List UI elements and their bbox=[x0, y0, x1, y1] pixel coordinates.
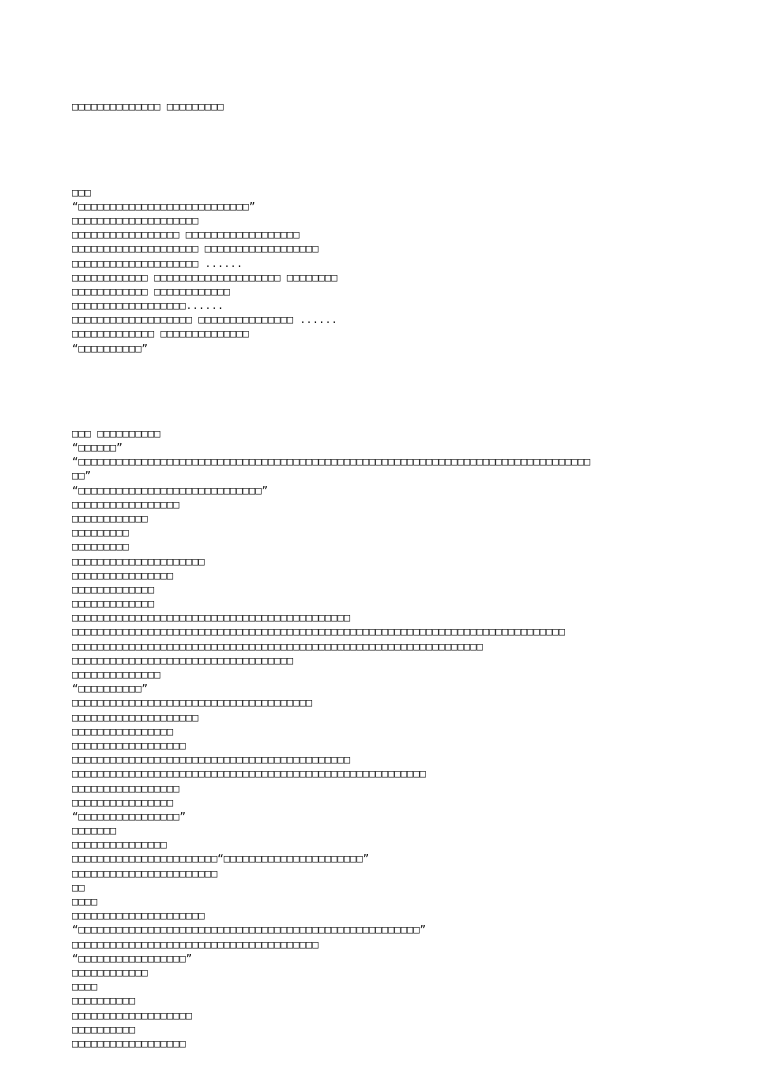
text-line: □□□□□□□□□□□□□□□□□□□□□□□□□□□□□□□□□□□□□□□□□□□□ bbox=[72, 612, 351, 625]
text-line: □□□□□□□□□□□□□□□□□□□□ □□□□□□□□□□□□□□□□□□ bbox=[72, 243, 319, 256]
text-line: □□□□□□□□□□□□□□□ bbox=[72, 839, 167, 852]
text-line: □□□□□□□□□□□□□□□□□□□□□ bbox=[72, 910, 205, 923]
text-line: □□□□□□□□□□□□□□□□□□□□□□□□□□□□□□□□□□□□□□ bbox=[72, 697, 313, 710]
text-line: □□□□□□□□□□□□□ □□□□□□□□□□□□□□ bbox=[72, 328, 250, 341]
text-line: □□□□□□□□□□ bbox=[72, 995, 136, 1008]
text-line: □□□□ bbox=[72, 981, 98, 994]
text-line: “□□□□□□” bbox=[72, 442, 123, 455]
text-line: □□□□□□□□□□□□□□□□ bbox=[72, 725, 174, 738]
text-block-2 bbox=[72, 427, 712, 1051]
text-line: “□□□□□□□□□□□□□□□□□□□□□□□□□□□□□□□□□□□□□□□□□□□□□□□□□□□□□□□□□□□□□□□□□□□□□□□□□□□□□□□□□ bbox=[72, 456, 591, 469]
text-line: “□□□□□□□□□□□□□□□□□□□□□□□□□□□□□□□□□□□□□□□□□□□□□□□□□□□□□□” bbox=[72, 924, 427, 937]
text-line: □□□□□□□□□□□□□□□□□□ bbox=[72, 1037, 186, 1050]
text-line: “□□□□□□□□□□” bbox=[72, 342, 148, 355]
text-line: “□□□□□□□□□□□□□□□□□□□□□□□□□□□□□” bbox=[72, 484, 268, 497]
text-line: □□□ bbox=[72, 186, 91, 199]
text-line: □□□□□□□□□□□□□ bbox=[72, 598, 155, 611]
text-line: □□□□□□□□□□□□ bbox=[72, 512, 148, 525]
text-line: □□□□□□□□□□□□□□□□□ bbox=[72, 498, 180, 511]
text-line: □□□□□□□□□□□□□□□□□□□□□ bbox=[72, 555, 205, 568]
text-line: □□□□□□□□□□□□□□□□□□□□ bbox=[72, 214, 199, 227]
text-line: □□” bbox=[72, 470, 91, 483]
text-line: □□□□□□□□□□□□□□□□□□□□□□□□□□□□□□□□□□□□□□□□□□□□□□□□□□□□□□□□□□□□□□□□□ bbox=[72, 640, 483, 653]
text-line: □□□□□□□□□□□□□□ bbox=[72, 669, 161, 682]
text-line: □□□□□□□□□□□□□□□□ bbox=[72, 796, 174, 809]
text-line: □□□□□□□□□□□□□□□□□□□□ bbox=[72, 711, 199, 724]
text-line: □□□□□□□□□□□□□□□□ bbox=[72, 569, 174, 582]
text-line: □□□□□□□□□□□□□□□□□□□□□□□□□□□□□□□□□□□□□□□□□□□□□□□□□□□□□□□□ bbox=[72, 768, 427, 781]
text-line: □□□□□□□□□□□□ □□□□□□□□□□□□□□□□□□□□ □□□□□□□□ bbox=[72, 271, 338, 284]
text-line: □□□□□□□□□□□□□□□□□□□□□□□□□□□□□□□□□□□□□□□□□□□□□□□□□□□□□□□□□□□□□□□□□□□□□□□□□□□□□□ bbox=[72, 626, 566, 639]
document-page bbox=[72, 72, 712, 1065]
text-line: □□□ □□□□□□□□□□ bbox=[72, 427, 161, 440]
text-line: □□□□□□□□□□□□□□□□□□□ □□□□□□□□□□□□□□□ ...... bbox=[72, 314, 338, 327]
text-line: □□□□□□□ bbox=[72, 825, 117, 838]
section-spacer bbox=[72, 143, 712, 157]
text-line: □□□□□□□□□□□□□□□□□□...... bbox=[72, 300, 224, 313]
text-line: □□□□□□□□□□□□□□□□□□□□□□□□□□□□□□□□□□□□□□□□□□□□ bbox=[72, 754, 351, 767]
section-spacer bbox=[72, 384, 712, 398]
text-line: □□□□□□□□□□□□□ bbox=[72, 583, 155, 596]
text-line: “□□□□□□□□□□□□□□□□□□□□□□□□□□□” bbox=[72, 200, 256, 213]
text-line: □□ bbox=[72, 881, 85, 894]
text-line: “□□□□□□□□□□□□□□□□□” bbox=[72, 952, 193, 965]
text-line: □□□□□□□□□□□□□□□□□□□□□□□“□□□□□□□□□□□□□□□□□□□□□□” bbox=[72, 853, 370, 866]
text-line: □□□□ bbox=[72, 896, 98, 909]
text-line: □□□□□□□□□□□□□□□□□□□□□□□□□□□□□□□□□□□ bbox=[72, 654, 294, 667]
text-line: □□□□□□□□□□□□ bbox=[72, 966, 148, 979]
text-line: □□□□□□□□□□□□ □□□□□□□□□□□□ bbox=[72, 285, 231, 298]
text-line: “□□□□□□□□□□” bbox=[72, 683, 148, 696]
text-line: □□□□□□□□□□□□□□□□□□□□□□□ bbox=[72, 867, 218, 880]
text-line: □□□□□□□□□□□□□□□□□ bbox=[72, 782, 180, 795]
text-line: □□□□□□□□□□□□□□□□□□□□ ...... bbox=[72, 257, 243, 270]
header-line: □□□□□□□□□□□□□□ □□□□□□□□□ bbox=[72, 101, 224, 114]
text-block-1 bbox=[72, 186, 712, 356]
text-line: □□□□□□□□□ bbox=[72, 527, 129, 540]
text-line: □□□□□□□□□□□□□□□□□□□□□□□□□□□□□□□□□□□□□□□ bbox=[72, 938, 319, 951]
text-line: □□□□□□□□□□□□□□□□□ □□□□□□□□□□□□□□□□□□ bbox=[72, 229, 300, 242]
text-line: □□□□□□□□□□□□□□□□□□ bbox=[72, 739, 186, 752]
text-line: “□□□□□□□□□□□□□□□□” bbox=[72, 810, 186, 823]
text-line: □□□□□□□□□□ bbox=[72, 1023, 136, 1036]
text-line: □□□□□□□□□ bbox=[72, 541, 129, 554]
text-line: □□□□□□□□□□□□□□□□□□□ bbox=[72, 1009, 193, 1022]
